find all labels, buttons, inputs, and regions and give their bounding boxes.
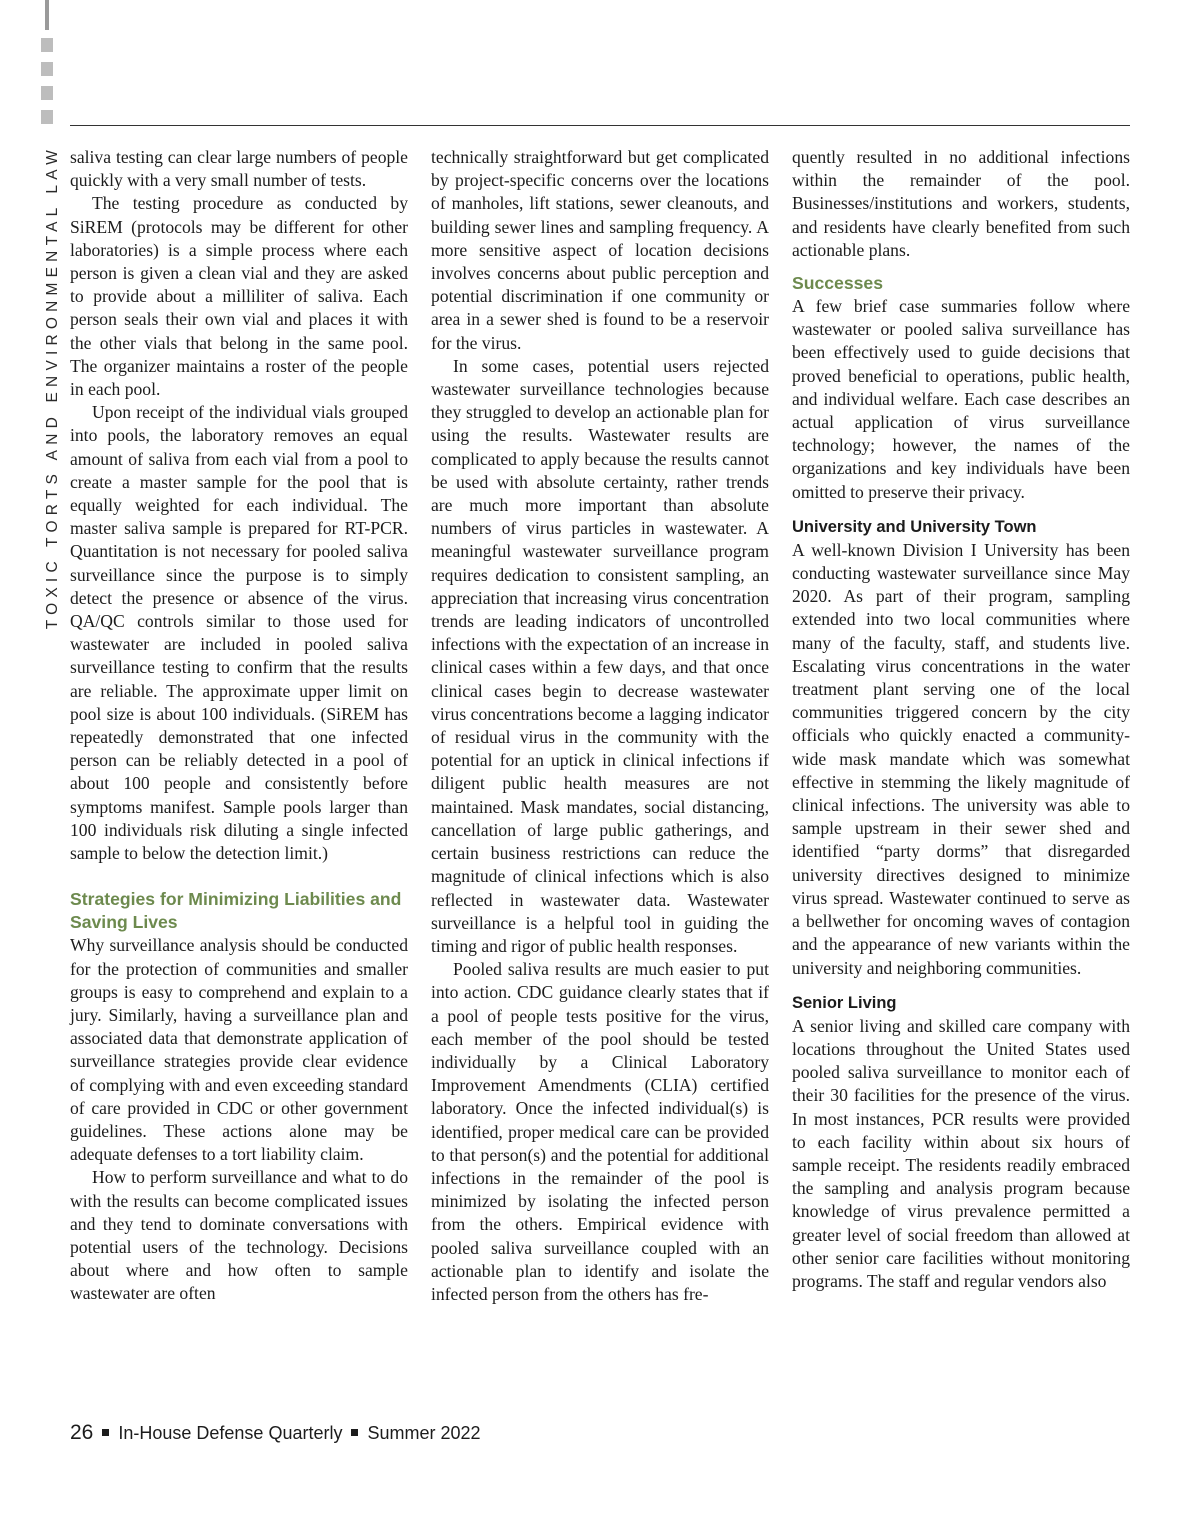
page-footer — [70, 1421, 481, 1445]
paragraph: How to perform surveillance and what to do with the results can become complicated issues and they tend to dominate conversations with potential users of the technology. Decisions about where and how often to sample wastewater are often — [70, 1167, 408, 1304]
decorative-edge-strip — [41, 0, 57, 130]
subsection-heading: Senior Living — [792, 993, 897, 1012]
page-number: 26 — [70, 1421, 94, 1444]
decorative-segment — [41, 110, 53, 124]
decorative-bar — [45, 0, 49, 30]
paragraph: A few brief case summaries follow where wastewater or pooled saliva surveillance has been effectively used to guide decisions that proved beneficial to operations, public health, and individual welfare. Each case describes an actual application of virus surveillance technology; however, the names of the organizations and key individuals have been omitted to preserve their privacy. — [792, 296, 1130, 502]
paragraph: A well-known Division I University has been conducting wastewater surveillance since May 2020. As part of their program, sampling extended into two local communities where many of the faculty, staff, and students live. Escalating virus concentrations in the water treatment plant serving one of the local communities triggered concern by the city officials who quickly enacted a community-wide mask mandate which was somewhat effective in stemming the likely magnitude of clinical infections. The university was able to sample upstream in their sewer shed and identified “party dorms” that disregarded university directives designed to minimize virus spread. Wastewater continued to serve as a bellwether for oncoming waves of contagion and the appearance of new variants within the university and neighboring communities. — [792, 539, 1130, 978]
section-heading: Strategies for Minimizing Liabilities and Saving Lives — [70, 889, 402, 933]
column-2 — [431, 146, 769, 1306]
decorative-segment — [41, 86, 53, 100]
separator-square — [102, 1429, 109, 1436]
section-side-label: TOXIC TORTS AND ENVIRONMENTAL LAW — [44, 145, 61, 630]
paragraph: Upon receipt of the individual vials grouped into pools, the laboratory removes an equal amount of saliva from each vial from a pool to create a master sample for the pool that is equally weighted for each individual. The master saliva sample is prepared for RT-PCR. Quantitation is not necessary for pooled saliva surveillance since the purpose is to simply detect the presence or absence of the virus. QA/QC controls similar to those used for wastewater are included in pooled saliva surveillance testing to confirm that the results are reliable. The approximate upper limit on pool size is about 100 individuals. (SiREM has repeatedly demonstrated that one infected person can be reliably detected in a pool of about 100 people and consistently before symptoms manifest. Sample pools larger than 100 individuals risk diluting a single infected sample to below the detection limit.) — [70, 402, 408, 864]
paragraph: saliva testing can clear large numbers of people quickly with a very small number of tests. — [70, 147, 408, 191]
paragraph: Why surveillance analysis should be conducted for the protection of communities and smaller groups is easy to comprehend and explain to a jury. Similarly, having a surveillance plan and associated data that demonstrate application of surveillance strategies provide clear evidence of complying with and even exceeding standard of care provided in CDC or other government guidelines. These actions alone may be adequate defenses to a tort liability claim. — [70, 935, 408, 1165]
top-rule — [70, 125, 1130, 126]
subsection-heading: University and University Town — [792, 517, 1037, 536]
paragraph: The testing procedure as conducted by SiREM (protocols may be different for other laboratories) is a simple process where each person is given a clean vial and they are asked to provide about a milliliter of saliva. Each person seals their own vial and places it with the other vials that belong in the same pool. The organizer maintains a roster of the people in each pool. — [70, 193, 408, 400]
separator-square — [351, 1429, 358, 1436]
spacer — [792, 980, 1130, 992]
spacer — [70, 865, 408, 888]
issue-label: Summer 2022 — [367, 1423, 481, 1443]
spacer — [792, 262, 1130, 272]
paragraph: Pooled saliva results are much easier to put into action. CDC guidance clearly states that if a pool of people tests positive for the virus, each member of the pool should be tested individually by a Clinical Laboratory Improvement Amendments (CLIA) certified laboratory. Once the infected individual(s) is identified, proper medical care can be provided to that person(s) and the potential for additional infections in the remainder of the pool is minimized by isolating the infected person from the others. Empirical evidence with pooled saliva surveillance coupled with an actionable plan to identify and isolate the infected person from the others has fre- — [431, 959, 769, 1304]
paragraph: quently resulted in no additional infections within the remainder of the pool. Businesses/institutions and workers, students, and residents have clearly benefited from such actionable plans. — [792, 147, 1130, 260]
paragraph: A senior living and skilled care company with locations throughout the United States used pooled saliva surveillance to monitor each of their 30 facilities for the presence of the virus. In most instances, PCR results were provided to each facility within about six hours of sample receipt. The residents readily embraced the sampling and analysis program because knowledge of virus prevalence permitted a greater level of social freedom than allowed at other senior care facilities without monitoring programs. The staff and regular vendors also — [792, 1015, 1130, 1291]
paragraph: technically straightforward but get complicated by project-specific concerns over the locations of manholes, lift stations, sewer cleanouts, and building sewer lines and sampling frequency. A more sensitive aspect of location decisions involves concerns about public perception and potential discrimination if one community or area in a sewer shed is found to be a reservoir for the virus. — [431, 147, 769, 353]
section-heading: Successes — [792, 273, 883, 294]
publication-name: In-House Defense Quarterly — [118, 1423, 343, 1443]
paragraph: In some cases, potential users rejected wastewater surveillance technologies because they struggled to develop an actionable plan for using the results. Wastewater results are complicated to apply because the results cannot be used with absolute certainty, rather trends are much more important than absolute numbers of virus particles in wastewater. A meaningful wastewater surveillance program requires dedication to consistent sampling, an appreciation that increasing virus concentration trends are leading indicators of uncontrolled infections with the expectation of an increase in clinical cases within a few days, and that once clinical cases begin to decrease wastewater virus concentrations become a lagging indicator of residual virus in the community with the potential for an uptick in clinical infections if diligent public health measures are not maintained. Mask mandates, social distancing, cancellation of large public gatherings, and certain business restrictions can reduce the magnitude of clinical infections which is also reflected in wastewater data. Wastewater surveillance is a helpful tool in guiding the timing and rigor of public health responses. — [431, 355, 769, 956]
decorative-segment — [41, 62, 53, 76]
column-3 — [792, 146, 1130, 1293]
spacer — [792, 504, 1130, 516]
decorative-segment — [41, 38, 53, 52]
column-1 — [70, 146, 408, 1306]
